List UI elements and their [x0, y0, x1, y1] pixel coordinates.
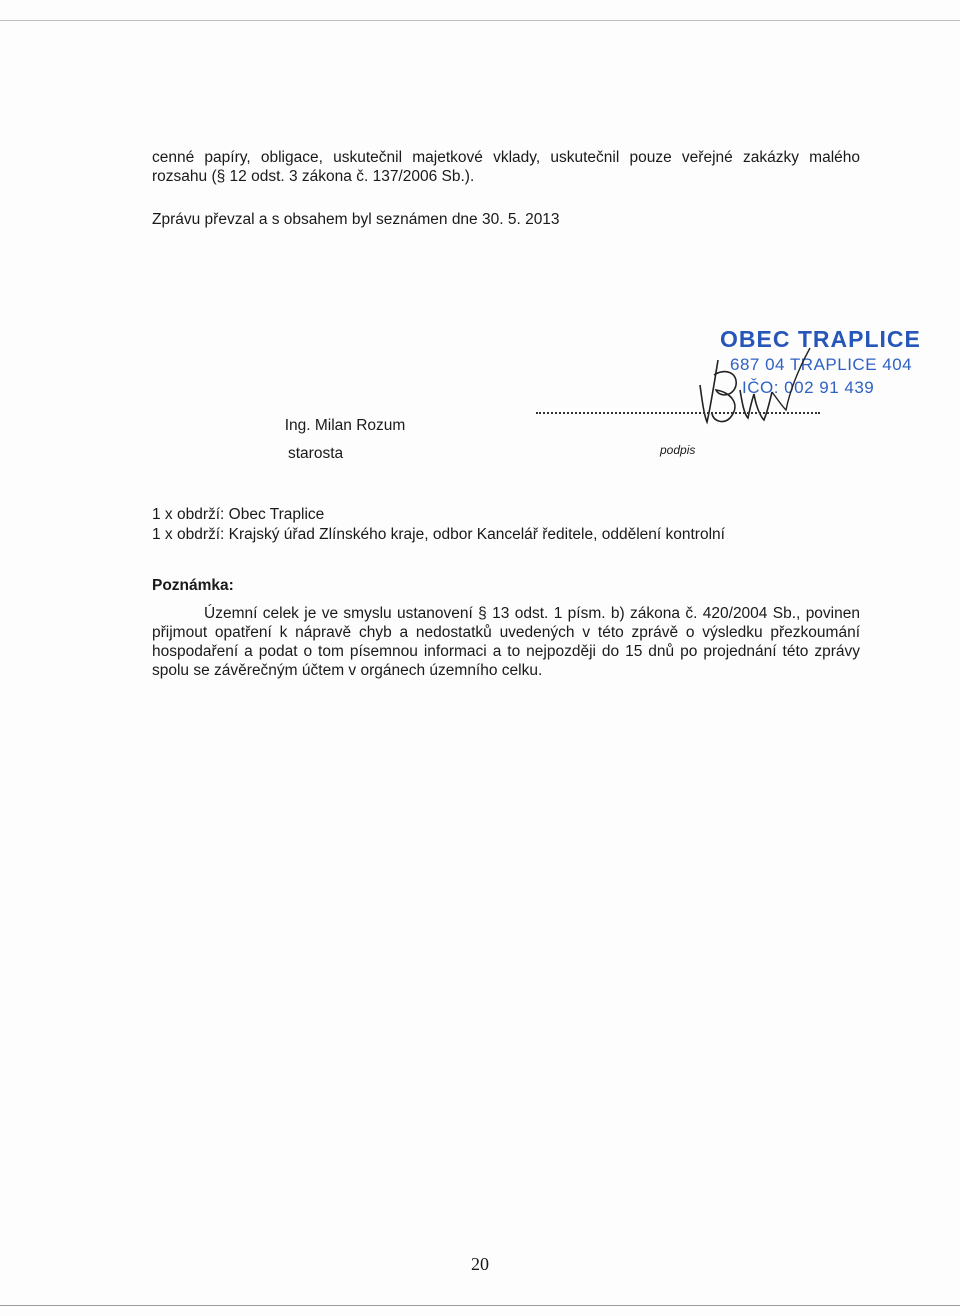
body-paragraph-line-1: cenné papíry, obligace, uskutečnil majetkové vklady, uskutečnil pouze veřejné zakázky malého: [152, 149, 860, 166]
body-paragraph-line-2: rozsahu (§ 12 odst. 3 zákona č. 137/2006 Sb.).: [152, 168, 475, 185]
note-line-3: hospodaření a podat o tom písemnou informaci a to nejpozději do 15 dnů po projednání této zprávy: [152, 643, 860, 660]
distribution-line-1: 1 x obdrží: Obec Traplice: [152, 506, 325, 523]
note-line-2: přijmout opatření k nápravě chyb a nedostatků uvedených v této zprávě o výsledku přezkoumání: [152, 624, 860, 641]
note-line-1: Územní celek je ve smyslu ustanovení § 13 odst. 1 písm. b) zákona č. 420/2004 Sb., povinen: [204, 605, 860, 622]
note-line-4: spolu se závěrečným účtem v orgánech územního celku.: [152, 662, 543, 679]
signatory-name: Ing. Milan Rozum: [284, 417, 406, 434]
handwritten-signature: [690, 330, 820, 430]
takeover-statement: Zprávu převzal a s obsahem byl seznámen dne 30. 5. 2013: [152, 211, 560, 228]
scan-edge-top: [0, 20, 960, 21]
stamp-ico: IČO: 002 91 439: [742, 378, 875, 397]
signature-caption: podpis: [660, 443, 696, 457]
note-heading: Poznámka:: [152, 577, 234, 594]
signature-line: [536, 412, 820, 414]
scan-edge-bottom: [0, 1305, 960, 1306]
signatory-role: starosta: [288, 445, 344, 462]
distribution-line-2: 1 x obdrží: Krajský úřad Zlínského kraje, odbor Kancelář ředitele, oddělení kontrolní: [152, 526, 725, 543]
stamp-title: OBEC TRAPLICE: [720, 326, 921, 352]
page-number: 20: [471, 1254, 489, 1274]
stamp-address: 687 04 TRAPLICE 404: [730, 355, 913, 374]
